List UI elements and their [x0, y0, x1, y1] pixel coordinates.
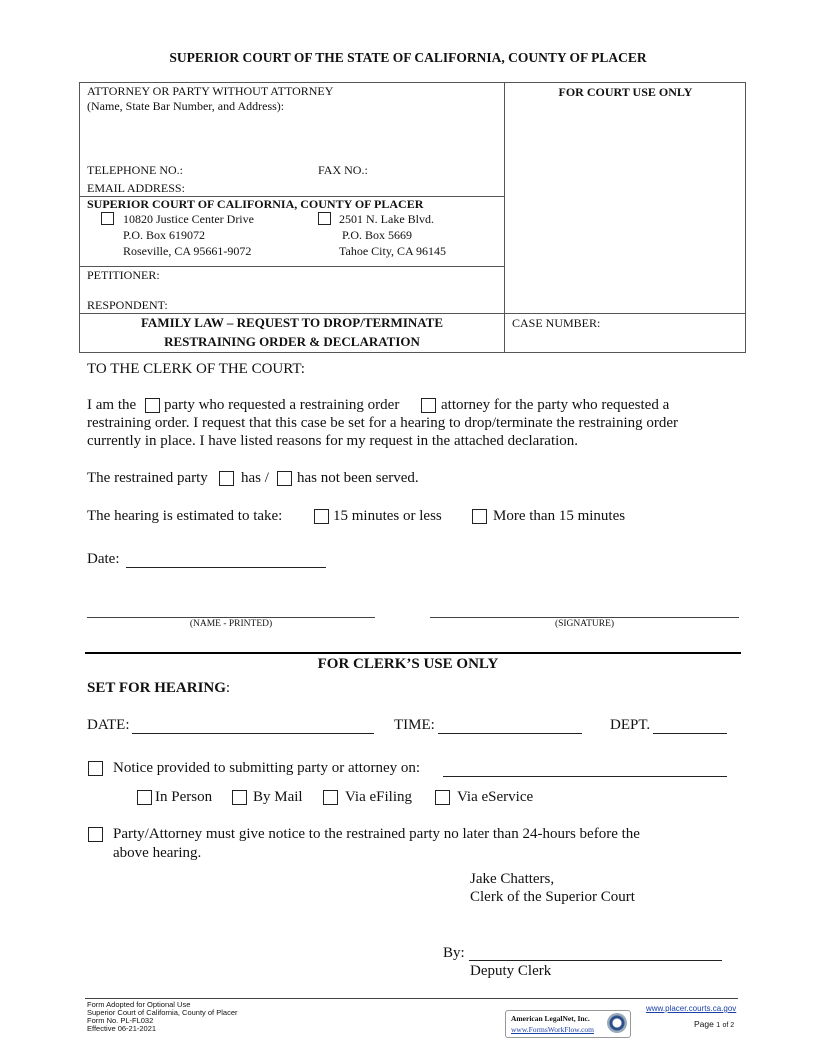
attorney-label: ATTORNEY OR PARTY WITHOUT ATTORNEY	[87, 84, 334, 98]
form-title-line2: RESTRAINING ORDER & DECLARATION	[164, 334, 420, 349]
party-notice-line2: above hearing.	[113, 845, 202, 861]
location1-pobox: P.O. Box 619072	[123, 228, 206, 242]
attorney-option-text: attorney for the party who requested a	[441, 397, 670, 413]
location2-pobox: P.O. Box 5669	[342, 228, 413, 242]
more-than-fifteen-text: More than 15 minutes	[493, 508, 626, 524]
clerk-section-divider	[85, 652, 741, 654]
via-efiling-text: Via eFiling	[345, 789, 413, 805]
footer-line1: Form Adopted for Optional Use	[87, 1000, 191, 1009]
in-person-text: In Person	[155, 789, 213, 805]
has-served-text: has /	[241, 470, 269, 486]
location2-city: Tahoe City, CA 96145	[339, 244, 447, 258]
by-label: By:	[443, 945, 465, 961]
set-for-hearing-text: SET FOR HEARING	[87, 680, 226, 696]
page-indicator	[694, 1019, 734, 1029]
legalnet-url[interactable]: www.FormsWorkFlow.com	[511, 1025, 595, 1034]
court-box-title: SUPERIOR COURT OF CALIFORNIA, COUNTY OF PLACER	[87, 197, 424, 211]
location1-city: Roseville, CA 95661-9072	[123, 244, 252, 258]
has-not-served-checkbox[interactable]	[277, 471, 292, 486]
deputy-signature-field[interactable]	[469, 945, 722, 961]
location2-street: 2501 N. Lake Blvd.	[339, 212, 434, 226]
petitioner-label: PETITIONER:	[87, 268, 160, 282]
name-printed-field[interactable]	[87, 617, 375, 618]
by-mail-checkbox[interactable]	[232, 790, 247, 805]
hearing-time-field[interactable]	[438, 719, 582, 734]
deputy-clerk-label: Deputy Clerk	[470, 963, 552, 979]
signature-label: (SIGNATURE)	[554, 619, 615, 629]
footer-line3: Form No. PL-FL032	[87, 1016, 154, 1025]
fifteen-or-less-checkbox[interactable]	[314, 509, 329, 524]
party-notice-checkbox[interactable]	[88, 827, 103, 842]
legalnet-badge	[505, 1010, 631, 1038]
location1-street: 10820 Justice Center Drive	[123, 212, 254, 226]
caption-hline-2	[79, 266, 505, 267]
set-for-hearing-colon: :	[225, 680, 231, 696]
page-number: 1	[716, 1022, 721, 1029]
location-tahoe-checkbox[interactable]	[318, 212, 331, 225]
date-field[interactable]	[126, 553, 326, 568]
set-for-hearing-label	[87, 680, 230, 697]
hearing-date-field[interactable]	[132, 719, 374, 734]
name-printed-label: (NAME - PRINTED)	[189, 619, 273, 629]
attorney-checkbox[interactable]	[421, 398, 436, 413]
request-para-line2: restraining order. I request that this case be set for a hearing to drop/terminate the restraining order	[87, 415, 679, 431]
clerk-title: Clerk of the Superior Court	[470, 889, 635, 905]
clerk-use-title: FOR CLERK’S USE ONLY	[317, 656, 499, 672]
party-notice-line1: Party/Attorney must give notice to the restrained party no later than 24-hours before the	[113, 826, 640, 842]
legalnet-logo-icon	[607, 1013, 627, 1033]
in-person-checkbox[interactable]	[137, 790, 152, 805]
court-use-label: FOR COURT USE ONLY	[558, 85, 693, 99]
via-efiling-checkbox[interactable]	[323, 790, 338, 805]
via-eservice-text: Via eService	[457, 789, 534, 805]
respondent-label: RESPONDENT:	[87, 298, 168, 312]
request-para-line3: currently in place. I have listed reasons for my request in the attached declaration.	[87, 433, 579, 449]
attorney-label-sub: (Name, State Bar Number, and Address):	[87, 99, 285, 113]
case-number-label: CASE NUMBER:	[512, 316, 601, 330]
restrained-party-text: The restrained party	[87, 470, 208, 486]
legalnet-name: American LegalNet, Inc.	[511, 1014, 590, 1023]
court-header: SUPERIOR COURT OF THE STATE OF CALIFORNIA, COUNTY OF PLACER	[169, 50, 647, 65]
form-title-line1: FAMILY LAW – REQUEST TO DROP/TERMINATE	[140, 315, 444, 330]
footer-line2: Superior Court of California, County of Placer	[87, 1008, 238, 1017]
footer-line4: Effective 06-21-2021	[87, 1024, 157, 1033]
caption-hline-3	[79, 313, 746, 314]
footer-form-info	[87, 1001, 238, 1033]
court-website-link[interactable]: www.placer.courts.ca.gov	[646, 1004, 737, 1013]
notice-provided-checkbox[interactable]	[88, 761, 103, 776]
more-than-fifteen-checkbox[interactable]	[472, 509, 487, 524]
fax-label: FAX NO.:	[318, 163, 368, 177]
fifteen-or-less-text: 15 minutes or less	[333, 508, 442, 524]
footer-rule-right	[306, 998, 738, 999]
via-eservice-checkbox[interactable]	[435, 790, 450, 805]
hearing-time-label: TIME:	[394, 717, 435, 733]
i-am-the-text: I am the	[87, 397, 137, 413]
page-of: of 2	[722, 1022, 735, 1029]
location-roseville-checkbox[interactable]	[101, 212, 114, 225]
clerk-name: Jake Chatters,	[470, 871, 555, 887]
footer-rule-left	[85, 998, 306, 999]
hearing-dept-field[interactable]	[653, 719, 727, 734]
hearing-estimate-text: The hearing is estimated to take:	[87, 508, 283, 524]
notice-provided-text: Notice provided to submitting party or attorney on:	[113, 760, 421, 776]
has-served-checkbox[interactable]	[219, 471, 234, 486]
email-label: EMAIL ADDRESS:	[87, 181, 185, 195]
page-prefix: Page	[694, 1019, 714, 1029]
telephone-label: TELEPHONE NO.:	[87, 163, 183, 177]
signature-field[interactable]	[430, 617, 739, 618]
hearing-dept-label: DEPT.	[610, 717, 651, 733]
date-label: Date:	[87, 551, 120, 567]
has-not-served-text: has not been served.	[297, 470, 419, 486]
to-clerk-heading: TO THE CLERK OF THE COURT:	[87, 361, 305, 377]
by-mail-text: By Mail	[253, 789, 303, 805]
notice-date-field[interactable]	[443, 762, 727, 777]
party-option-text: party who requested a restraining order	[164, 397, 400, 413]
party-checkbox[interactable]	[145, 398, 160, 413]
hearing-date-label: DATE:	[87, 717, 130, 733]
